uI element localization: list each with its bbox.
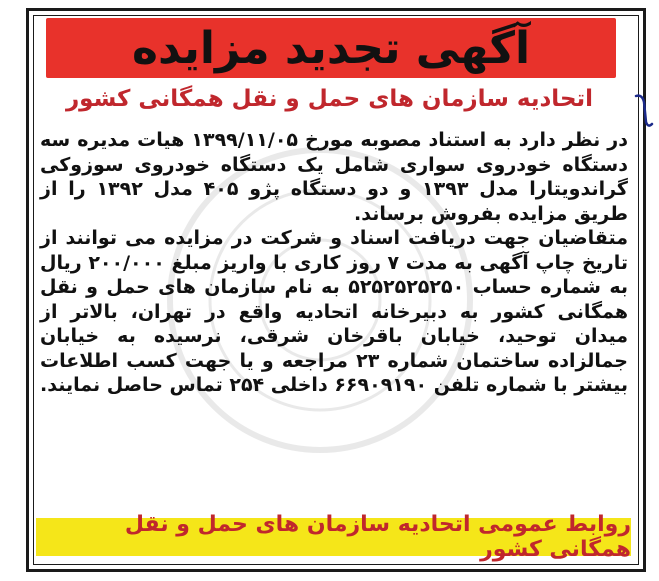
paragraph-intro: در نظر دارد به استناد مصوبه مورخ ۱۳۹۹/۱۱/۰۵ هیات مدیره سه دستگاه خودروی سواری شامل یک دستگاه خودروی سوزوکی گراندویتارا مدل ۱۳۹۳ و دو دستگاه پژو ۴۰۵ مدل ۱۳۹۲ را از طریق مزایده بفروش برساند. — [40, 129, 628, 225]
handwritten-mark — [632, 92, 656, 132]
organization-title: اتحادیه سازمان های حمل و نقل همگانی کشور — [65, 86, 594, 112]
title-banner — [46, 18, 616, 78]
banner-title: آگهی تجدید مزایده — [131, 22, 531, 74]
paragraph-instructions: متقاضیان جهت دریافت اسناد و شرکت در مزایده می توانند از تاریخ چاپ آگهی به مدت ۷ روز کاری با واریز مبلغ ۲۰۰/۰۰۰ ریال به شماره حساب ۵۲۵۲۵۲۵۲۵۰ به نام سازمان های حمل و نقل همگانی کشور به دبیرخانه اتحادیه واقع در تهران، بالاتر از میدان توحید، خیابان باقرخان شرقی، نرسیده به خیابان جمالزاده ساختمان شماره ۲۳ مراجعه و یا جهت کسب اطلاعات بیشتر با شماره تلفن ۶۶۹۰۹۱۹۰ داخلی ۲۵۴ تماس حاصل نمایند. — [40, 227, 629, 396]
footer-banner — [36, 512, 631, 562]
notice-body — [40, 128, 628, 398]
footer-text: روابط عمومی اتحادیه سازمان های حمل و نقل همگانی کشور — [124, 512, 631, 562]
